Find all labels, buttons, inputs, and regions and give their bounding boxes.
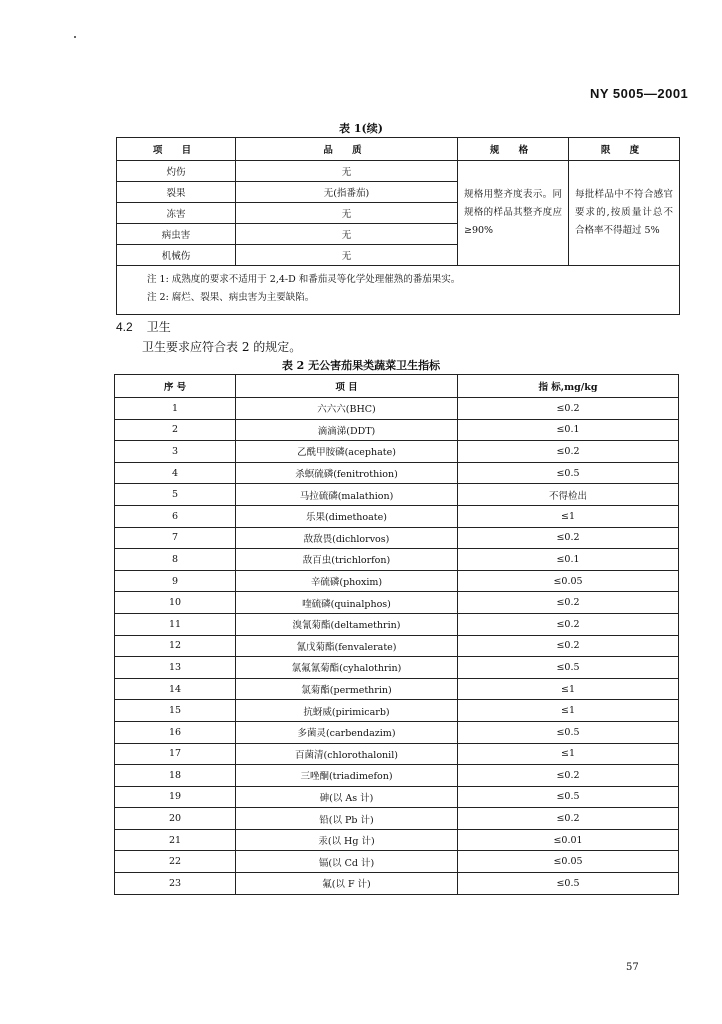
table2-item: 汞(以 Hg 计) <box>236 829 458 851</box>
table2-no: 9 <box>115 570 236 592</box>
table2-row <box>115 549 679 571</box>
table2-row <box>115 592 679 614</box>
table2-row <box>115 721 679 743</box>
table1-header-limit: 限 度 <box>569 138 680 161</box>
table2-no: 6 <box>115 505 236 527</box>
section-number: 4.2 <box>116 320 133 334</box>
table2-row <box>115 829 679 851</box>
table1-item: 机械伤 <box>117 245 236 266</box>
table2-no: 5 <box>115 484 236 506</box>
table2-row <box>115 527 679 549</box>
table2-item: 乐果(dimethoate) <box>236 505 458 527</box>
table1-item: 裂果 <box>117 182 236 203</box>
table1-item: 灼伤 <box>117 161 236 182</box>
table2-no: 11 <box>115 613 236 635</box>
table2-header-row <box>115 375 679 398</box>
table2-no: 4 <box>115 462 236 484</box>
table2-item: 氟(以 F 计) <box>236 873 458 895</box>
table2-item: 乙酰甲胺磷(acephate) <box>236 441 458 463</box>
table2-no: 7 <box>115 527 236 549</box>
table2-no: 15 <box>115 700 236 722</box>
table2-no: 2 <box>115 419 236 441</box>
table2-row <box>115 570 679 592</box>
table2-row <box>115 873 679 895</box>
table2-limit: ≤0.5 <box>458 657 679 679</box>
table2-item: 多菌灵(carbendazim) <box>236 721 458 743</box>
table2-no: 14 <box>115 678 236 700</box>
table1-item: 病虫害 <box>117 224 236 245</box>
table2-no: 10 <box>115 592 236 614</box>
table2-hygiene-indicators <box>114 374 679 895</box>
table2-limit: ≤0.2 <box>458 765 679 787</box>
section-requirement: 卫生要求应符合表 2 的规定。 <box>142 340 302 354</box>
table2-row <box>115 613 679 635</box>
table2-header-no: 序 号 <box>115 375 236 398</box>
page-number: 57 <box>626 962 639 973</box>
table2-no: 21 <box>115 829 236 851</box>
table2-row <box>115 441 679 463</box>
table2-item: 抗蚜威(pirimicarb) <box>236 700 458 722</box>
table2-row <box>115 765 679 787</box>
table2-limit: ≤0.5 <box>458 462 679 484</box>
table2-row <box>115 635 679 657</box>
table2-limit: ≤0.01 <box>458 829 679 851</box>
table1-quality: 无 <box>236 224 458 245</box>
table2-row <box>115 678 679 700</box>
table2-row <box>115 484 679 506</box>
table2-row <box>115 743 679 765</box>
table2-limit: ≤1 <box>458 743 679 765</box>
table2-limit: ≤1 <box>458 700 679 722</box>
table2-no: 22 <box>115 851 236 873</box>
table2-limit: ≤0.2 <box>458 527 679 549</box>
table2-limit: ≤0.1 <box>458 549 679 571</box>
table2-item: 氰戊菊酯(fenvalerate) <box>236 635 458 657</box>
table2-item: 辛硫磷(phoxim) <box>236 570 458 592</box>
table2-header-limit: 指 标,mg/kg <box>458 375 679 398</box>
table2-no: 8 <box>115 549 236 571</box>
table2-row <box>115 786 679 808</box>
table2-caption: 表 2 无公害茄果类蔬菜卫生指标 <box>281 359 441 372</box>
table1-limit-text: 每批样品中不符合感官要求的,按质量计总不合格率不得超过 5% <box>569 161 680 266</box>
table2-limit: ≤0.05 <box>458 851 679 873</box>
table2-body <box>115 398 679 895</box>
table2-no: 17 <box>115 743 236 765</box>
table2-item: 敌百虫(trichlorfon) <box>236 549 458 571</box>
table1-header-quality: 品 质 <box>236 138 458 161</box>
table2-item: 杀螟硫磷(fenitrothion) <box>236 462 458 484</box>
table1-spec-text: 规格用整齐度表示。同规格的样品其整齐度应≥90% <box>458 161 569 266</box>
table2-no: 20 <box>115 808 236 830</box>
table2-limit: ≤1 <box>458 678 679 700</box>
table2-row <box>115 657 679 679</box>
table1-quality: 无(指番茄) <box>236 182 458 203</box>
table1-header-row <box>117 138 680 161</box>
standard-number: NY 5005—2001 <box>590 86 689 101</box>
table2-row <box>115 398 679 420</box>
table2-limit: ≤0.2 <box>458 613 679 635</box>
table1-note-1: 注 1: 成熟度的要求不适用于 2,4-D 和番茄灵等化学处理催熟的番茄果实。 <box>147 274 461 285</box>
table2-no: 1 <box>115 398 236 420</box>
table1-row <box>117 161 680 182</box>
table2-item: 砷(以 As 计) <box>236 786 458 808</box>
section-title: 卫生 <box>146 320 171 334</box>
table2-item: 三唑酮(triadimefon) <box>236 765 458 787</box>
table2-row <box>115 462 679 484</box>
table2-item: 铅(以 Pb 计) <box>236 808 458 830</box>
table1-quality: 无 <box>236 245 458 266</box>
table2-item: 溴氰菊酯(deltamethrin) <box>236 613 458 635</box>
table1-sensory-requirements <box>116 137 680 315</box>
table2-limit: ≤1 <box>458 505 679 527</box>
table2-limit: ≤0.2 <box>458 808 679 830</box>
table1-quality: 无 <box>236 203 458 224</box>
table2-row <box>115 808 679 830</box>
table1-header-spec: 规 格 <box>458 138 569 161</box>
table2-no: 16 <box>115 721 236 743</box>
table2-item: 敌敌畏(dichlorvos) <box>236 527 458 549</box>
table2-row <box>115 419 679 441</box>
table2-no: 3 <box>115 441 236 463</box>
table2-no: 23 <box>115 873 236 895</box>
table2-limit: ≤0.05 <box>458 570 679 592</box>
table2-item: 滴滴涕(DDT) <box>236 419 458 441</box>
table2-limit: ≤0.2 <box>458 398 679 420</box>
table2-item: 镉(以 Cd 计) <box>236 851 458 873</box>
table2-header-item: 项 目 <box>236 375 458 398</box>
table2-limit: ≤0.5 <box>458 721 679 743</box>
table2-limit: ≤0.2 <box>458 441 679 463</box>
table2-limit: ≤0.1 <box>458 419 679 441</box>
table2-row <box>115 505 679 527</box>
table1-caption: 表 1(续) <box>339 122 383 135</box>
section-heading <box>116 318 171 335</box>
table1-note-2: 注 2: 腐烂、裂果、病虫害为主要缺陷。 <box>147 292 315 303</box>
table2-row <box>115 700 679 722</box>
table1-notes <box>117 266 680 315</box>
table2-item: 喹硫磷(quinalphos) <box>236 592 458 614</box>
table1-quality: 无 <box>236 161 458 182</box>
table2-no: 13 <box>115 657 236 679</box>
table1-item: 冻害 <box>117 203 236 224</box>
table2-item: 氯氟氰菊酯(cyhalothrin) <box>236 657 458 679</box>
table1-notes-row <box>117 266 680 315</box>
table2-limit: ≤0.5 <box>458 873 679 895</box>
table2-limit: ≤0.2 <box>458 592 679 614</box>
table2-no: 19 <box>115 786 236 808</box>
scan-speck <box>74 36 76 38</box>
table2-limit: ≤0.5 <box>458 786 679 808</box>
table1-header-item: 项 目 <box>117 138 236 161</box>
table2-item: 百菌清(chlorothalonil) <box>236 743 458 765</box>
table2-row <box>115 851 679 873</box>
table2-no: 18 <box>115 765 236 787</box>
table2-item: 马拉硫磷(malathion) <box>236 484 458 506</box>
table2-item: 六六六(BHC) <box>236 398 458 420</box>
table2-limit: ≤0.2 <box>458 635 679 657</box>
table2-item: 氯菊酯(permethrin) <box>236 678 458 700</box>
table2-no: 12 <box>115 635 236 657</box>
table2-limit: 不得检出 <box>458 484 679 506</box>
